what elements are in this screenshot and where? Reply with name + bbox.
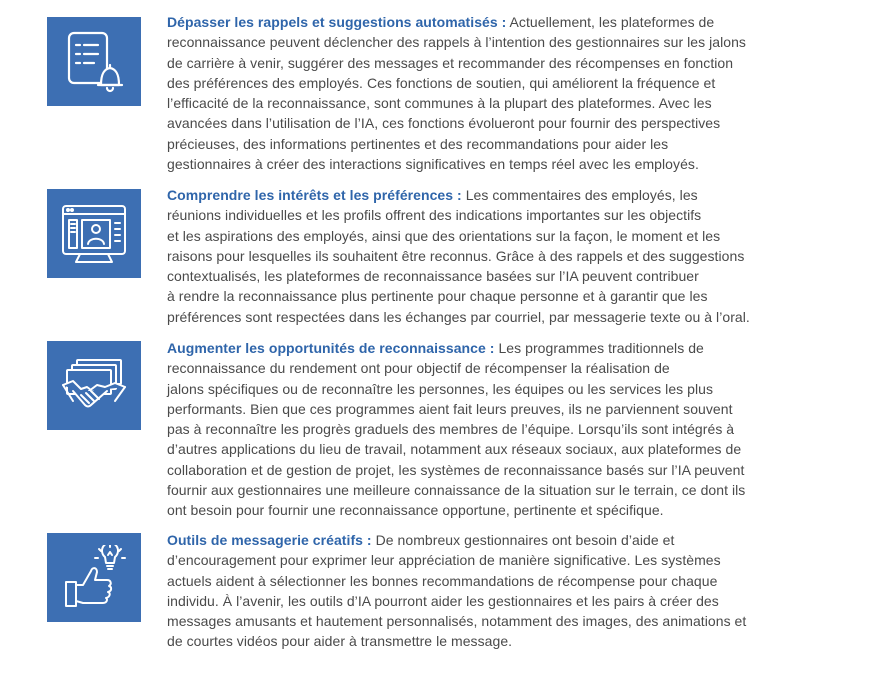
icon-tile [47, 341, 141, 430]
text-line: raisons pour lesquelles ils souhaitent être reconnus. Grâce à des rappels et des suggestions [167, 247, 745, 264]
handshake-icon [61, 357, 127, 415]
section-title: Outils de messagerie créatifs : [167, 532, 372, 548]
text-line: de courtes vidéos pour aider à transmettre le message. [167, 633, 513, 650]
text-line: des préférences des employés. Ces fonctions de soutien, qui améliorent la fréquence et [167, 74, 716, 91]
section-text [167, 338, 857, 521]
thumbs-up-lightbulb-icon [61, 545, 127, 611]
text-line: reconnaissance du rendement ont pour objectif de récompenser la réalisation de [167, 360, 670, 377]
text-line: reconnaissance peuvent déclencher des rappels à l’intention des gestionnaires sur les jalons [167, 34, 746, 51]
text-line: de carrière à venir, suggérer des messages et recommander des récompenses en fonction [167, 54, 734, 71]
section-title: Comprendre les intérêts et les préférences : [167, 187, 462, 203]
section-text [167, 185, 857, 327]
text-line: ont besoin pour fournir une reconnaissance opportune, pertinente et spécifique. [167, 502, 664, 519]
section-text [167, 530, 857, 652]
text-line: performants. Bien que ces programmes aient fait leurs preuves, ils ne parviennent souvent [167, 400, 733, 417]
text-line: individu. À l’avenir, les outils d’IA pourront aider les gestionnaires et les pairs à créer des [167, 592, 719, 609]
text-line: d’encouragement pour exprimer leur appréciation de manière significative. Les systèmes [167, 552, 721, 569]
text-line: réunions individuelles et les profils offrent des indications importantes sur les objectifs [167, 207, 702, 224]
text-line: contextualisés, les plateformes de reconnaissance basées sur l’IA peuvent contribuer [167, 268, 699, 285]
text-line: actuels aident à sélectionner les bonnes recommandations de récompense pour chaque [167, 572, 718, 589]
profile-screen-icon [60, 203, 128, 265]
section-text [167, 12, 857, 174]
text-line: Les commentaires des employés, les [461, 187, 698, 203]
text-line: Actuellement, les plateformes de [506, 14, 715, 30]
checklist-bell-icon [64, 29, 124, 95]
text-line: Les programmes traditionnels de [494, 340, 704, 356]
text-line: De nombreux gestionnaires ont besoin d’aide et [371, 532, 675, 548]
text-line: collaboration et de gestion de projet, les systèmes de reconnaissance basés sur l’IA peuvent [167, 461, 745, 478]
section-title: Dépasser les rappels et suggestions automatisés : [167, 14, 507, 30]
text-line: gestionnaires à créer des interactions significatives en temps réel avec les employés. [167, 156, 699, 173]
section-title: Augmenter les opportunités de reconnaissance : [167, 340, 495, 356]
text-line: l’efficacité de la reconnaissance, sont communes à la plupart des plateformes. Avec les [167, 95, 712, 112]
text-line: messages amusants et hautement personnalisés, notamment des images, des animations et [167, 613, 747, 630]
text-line: et les aspirations des employés, ainsi que des orientations sur la façon, le moment et les [167, 227, 721, 244]
text-line: d’autres applications du lieu de travail, notamment aux réseaux sociaux, aux plateformes de [167, 441, 742, 458]
text-line: pas à reconnaître les progrès graduels des membres de l’équipe. Lorsqu’ils sont intégrés à [167, 421, 735, 438]
text-line: préférences sont respectées dans les échanges par courriel, par messagerie texte ou à l’oral. [167, 308, 750, 325]
icon-tile [47, 533, 141, 622]
text-line: fournir aux gestionnaires une meilleure connaissance de la situation sur le terrain, ce dont ils [167, 482, 746, 499]
icon-tile [47, 17, 141, 106]
text-line: avancées dans l’utilisation de l’IA, ces fonctions évolueront pour fournir des perspectives [167, 115, 721, 132]
text-line: jalons spécifiques ou de reconnaître les personnes, les équipes ou les services les plus [167, 380, 714, 397]
text-line: à rendre la reconnaissance plus pertinente pour chaque personne et à garantir que les [167, 288, 708, 305]
icon-tile [47, 189, 141, 278]
text-line: précieuses, des informations pertinentes et des recommandations pour aider les [167, 135, 669, 152]
